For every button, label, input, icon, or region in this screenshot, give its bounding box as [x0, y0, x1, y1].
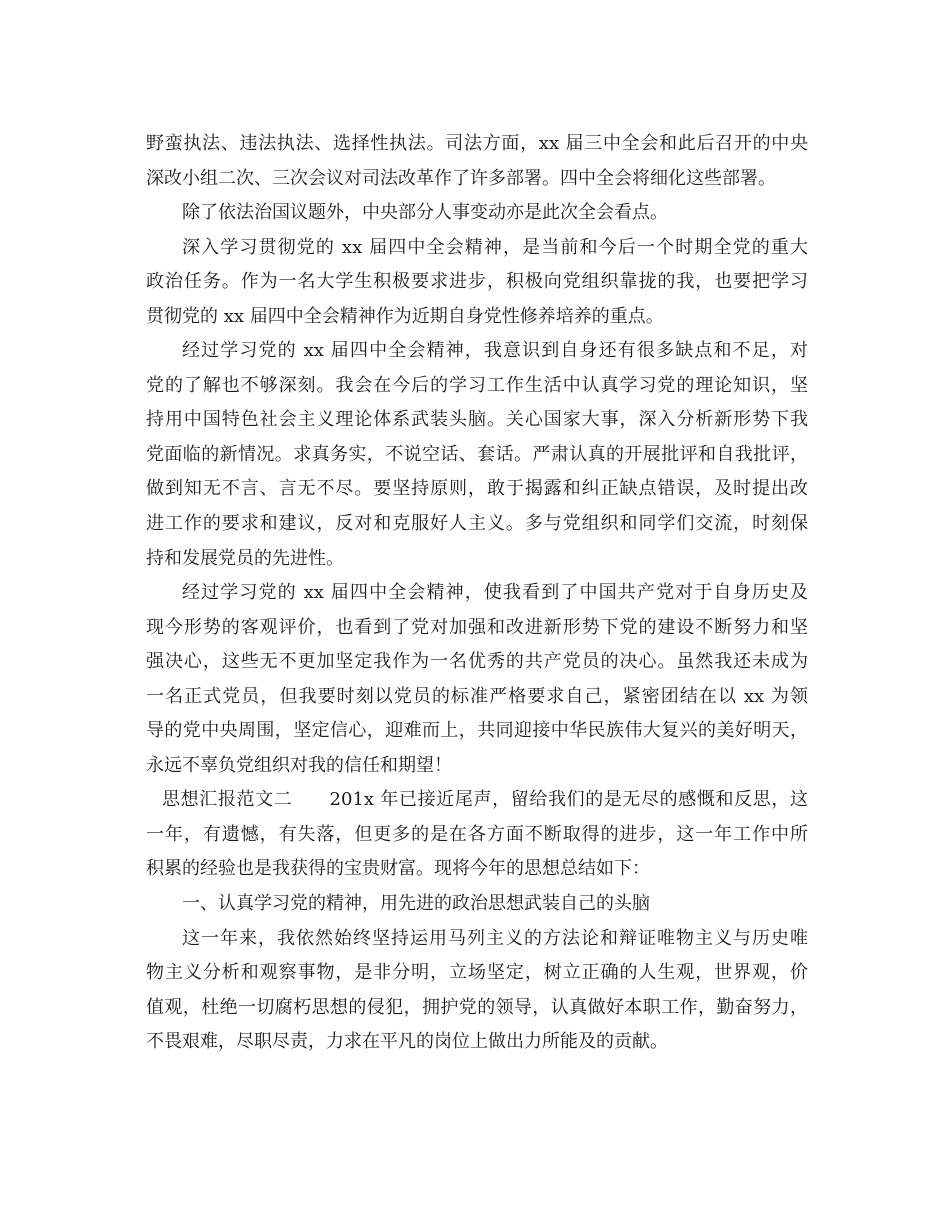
section-heading-line: 思想汇报范文二 201x 年已接近尾声，留给我们的是无尽的感慨和反思，这	[162, 789, 808, 811]
text-line: 党的了解也不够深刻。我会在今后的学习工作生活中认真学习党的理论知识，坚	[146, 374, 808, 396]
text-line: 野蛮执法、违法执法、选择性执法。司法方面，xx 届三中全会和此后召开的中央	[146, 133, 808, 154]
paragraph-start-line: 经过学习党的 xx 届四中全会精神，使我看到了中国共产党对于自身历史及	[182, 582, 808, 604]
text-line: 不畏艰难，尽职尽责，力求在平凡的岗位上做出力所能及的贡献。	[146, 1031, 668, 1053]
text-line: 贯彻党的 xx 届四中全会精神作为近期自身党性修养培养的重点。	[146, 305, 664, 327]
text-line: 深改小组二次、三次会议对司法改革作了许多部署。四中全会将细化这些部署。	[146, 167, 776, 189]
text-line: 值观，杜绝一切腐朽思想的侵犯，拥护党的领导，认真做好本职工作，勤奋努力，	[146, 996, 808, 1018]
text-line: 强决心，这些无不更加坚定我作为一名优秀的共产党员的决心。虽然我还未成为	[146, 651, 808, 673]
text-line: 现今形势的客观评价，也看到了党对加强和改进新形势下党的建设不断努力和坚	[146, 616, 808, 638]
text-line: 一年，有遗憾，有失落，但更多的是在各方面不断取得的进步，这一年工作中所	[146, 823, 808, 845]
paragraph-start-line: 深入学习贯彻党的 xx 届四中全会精神，是当前和今后一个时期全党的重大	[182, 236, 808, 258]
text-line: 导的党中央周围，坚定信心，迎难而上，共同迎接中华民族伟大复兴的美好明天，	[146, 720, 808, 742]
text-line: 政治任务。作为一名大学生积极要求进步，积极向党组织靠拢的我，也要把学习	[146, 271, 808, 293]
text-line: 做到知无不言、言无不尽。要坚持原则，敢于揭露和纠正缺点错误，及时提出改	[146, 478, 808, 500]
paragraph-start-line: 经过学习党的 xx 届四中全会精神，我意识到自身还有很多缺点和不足，对	[182, 340, 808, 362]
document-body	[146, 127, 808, 1060]
text-line: 进工作的要求和建议，反对和克服好人主义。多与党组织和同学们交流，时刻保	[146, 513, 808, 535]
text-line: 持和发展党员的先进性。	[146, 547, 344, 569]
paragraph-start-line: 除了依法治国议题外，中央部分人事变动亦是此次全会看点。	[182, 202, 668, 224]
paragraph-start-line: 这一年来，我依然始终坚持运用马列主义的方法论和辩证唯物主义与历史唯	[182, 927, 808, 949]
subheading-line: 一、认真学习党的精神，用先进的政治思想武装自己的头脑	[182, 893, 650, 915]
text-line: 积累的经验也是我获得的宝贵财富。现将今年的思想总结如下：	[146, 858, 650, 880]
text-line: 物主义分析和观察事物，是非分明，立场坚定，树立正确的人生观，世界观，价	[146, 962, 808, 984]
text-line: 党面临的新情况。求真务实，不说空话、套话。严肃认真的开展批评和自我批评，	[146, 443, 808, 465]
text-line: 一名正式党员，但我要时刻以党员的标准严格要求自己，紧密团结在以 xx 为领	[146, 685, 808, 707]
text-line: 永远不辜负党组织对我的信任和期望！	[146, 754, 452, 776]
text-line: 持用中国特色社会主义理论体系武装头脑。关心国家大事，深入分析新形势下我	[146, 409, 808, 431]
